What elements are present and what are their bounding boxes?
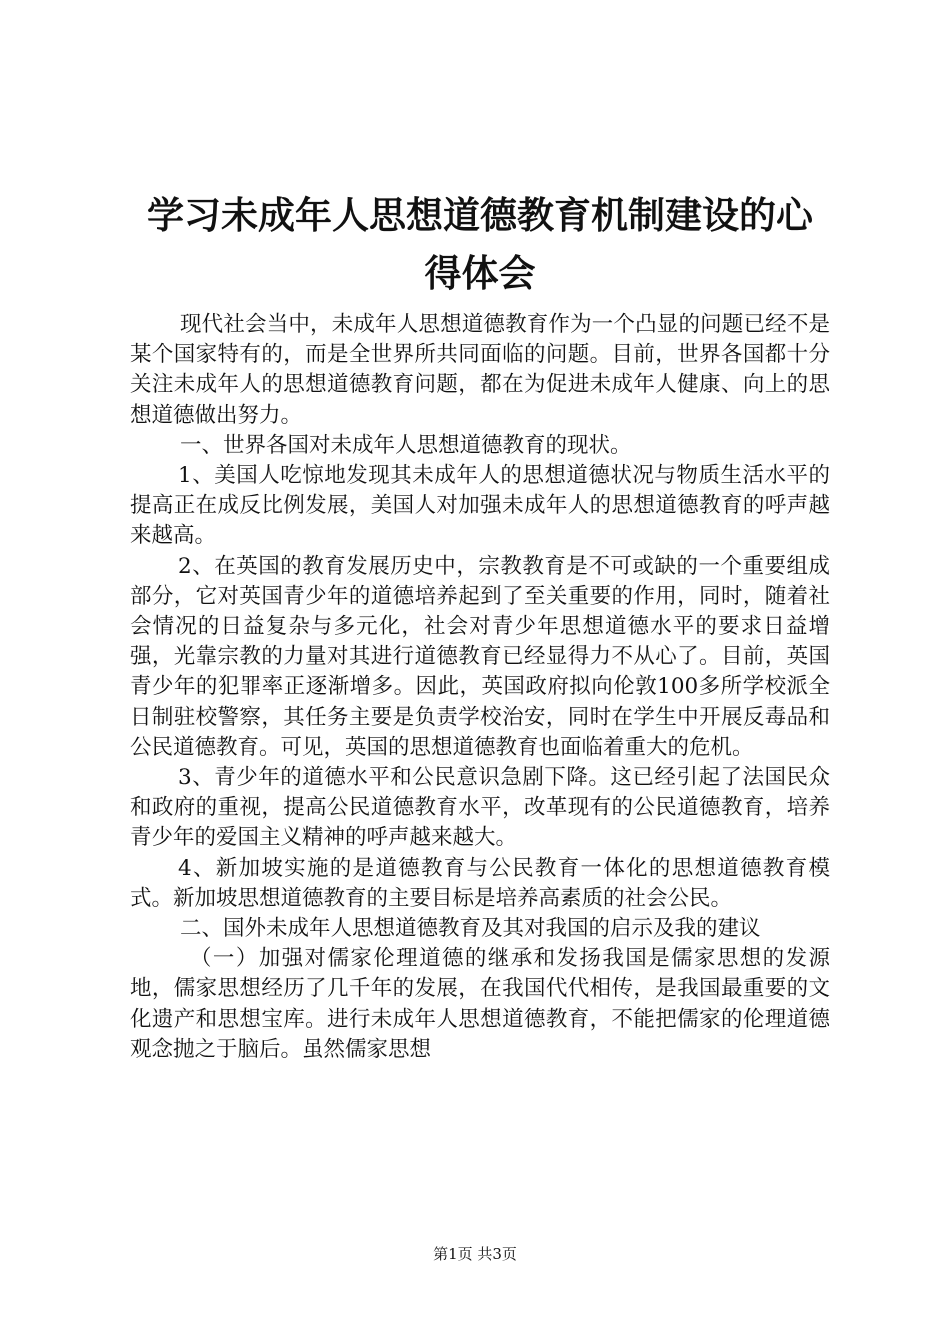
- document-body: [130, 310, 830, 1065]
- page-footer: 第1页 共3页: [433, 1245, 517, 1263]
- heading-section-2: 二、国外未成年人思想道德教育及其对我国的启示及我的建议: [180, 916, 761, 942]
- paragraph-uk: 2、在英国的教育发展历史中，宗教教育是不可或缺的一个重要组成部分，它对英国青少年的道德培养起到了至关重要的作用，同时，随着社会情况的日益复杂与多元化，社会对青少年思想道德水平的要求日益增强，光靠宗教的力量对其进行道德教育已经显得力不从心了。目前，英国青少年的犯罪率正逐渐增多。因此，英国政府拟向伦敦100多所学校派全日制驻校警察，其任务主要是负责学校治安，同时在学生中开展反毒品和公民道德教育。可见，英国的思想道德教育也面临着重大的危机。: [130, 553, 830, 760]
- paragraph-singapore: 4、新加坡实施的是道德教育与公民教育一体化的思想道德教育模式。新加坡思想道德教育的主要目标是培养高素质的社会公民。: [130, 855, 830, 911]
- paragraph-intro: 现代社会当中，未成年人思想道德教育作为一个凸显的问题已经不是某个国家特有的，而是全世界所共同面临的问题。目前，世界各国都十分关注未成年人的思想道德教育问题，都在为促进未成年人健康、向上的思想道德做出努力。: [130, 312, 830, 428]
- heading-section-1: 一、世界各国对未成年人思想道德教育的现状。: [180, 432, 632, 458]
- document-title: 学习未成年人思想道德教育机制建设的心得体会: [147, 193, 813, 295]
- paragraph-usa: 1、美国人吃惊地发现其未成年人的思想道德状况与物质生活水平的提高正在成反比例发展，美国人对加强未成年人的思想道德教育的呼声越来越高。: [130, 463, 830, 549]
- paragraph-france: 3、青少年的道德水平和公民意识急剧下降。这已经引起了法国民众和政府的重视，提高公民道德教育水平，改革现有的公民道德教育，培养青少年的爱国主义精神的呼声越来越大。: [130, 765, 830, 851]
- document-page: [130, 0, 830, 1065]
- paragraph-confucian: （一）加强对儒家伦理道德的继承和发扬我国是儒家思想的发源地，儒家思想经历了几千年的发展，在我国代代相传，是我国最重要的文化遗产和思想宝库。进行未成年人思想道德教育，不能把儒家的伦理道德观念抛之于脑后。虽然儒家思想: [130, 946, 830, 1062]
